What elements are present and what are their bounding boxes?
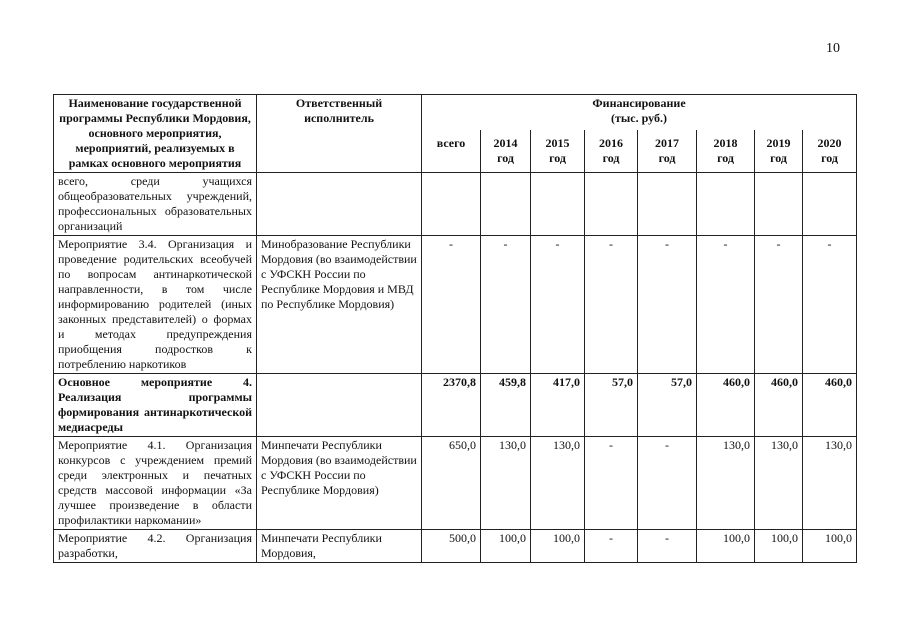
header-year-2018: 2018 год xyxy=(697,130,755,172)
cell-2019: 130,0 xyxy=(755,437,803,530)
cell-2017: - xyxy=(638,530,697,563)
cell-2014: 130,0 xyxy=(481,437,531,530)
cell-2019 xyxy=(755,173,803,236)
cell-2017: - xyxy=(638,236,697,374)
cell-2014: - xyxy=(481,236,531,374)
cell-total: - xyxy=(422,236,481,374)
cell-2018: 460,0 xyxy=(697,374,755,437)
row-executor xyxy=(257,173,422,236)
table-row xyxy=(54,374,857,437)
cell-2016 xyxy=(585,173,638,236)
cell-2016: 57,0 xyxy=(585,374,638,437)
cell-2015: 100,0 xyxy=(531,530,585,563)
row-name: всего, среди учащихся общеобразовательных учреждений, профессиональных образовательных организаций xyxy=(54,173,257,236)
table-row xyxy=(54,236,857,374)
cell-2015: 417,0 xyxy=(531,374,585,437)
row-name: Основное мероприятие 4. Реализация программы формирования антинаркотической медиасреды xyxy=(54,374,257,437)
cell-2019: - xyxy=(755,236,803,374)
cell-2014 xyxy=(481,173,531,236)
table-row xyxy=(54,437,857,530)
cell-total: 500,0 xyxy=(422,530,481,563)
row-name: Мероприятие 3.4. Организация и проведение родительских всеобучей по вопросам антинаркотической направленности, в том числе информированию родителей (иных законных представителей) о формах и методах предупреждения приобщения подростков к потреблению наркотиков xyxy=(54,236,257,374)
cell-total: 650,0 xyxy=(422,437,481,530)
row-executor xyxy=(257,374,422,437)
header-executor-column: Ответственный исполнитель xyxy=(257,95,422,173)
cell-2015: - xyxy=(531,236,585,374)
header-financing xyxy=(422,95,857,131)
cell-2020: 100,0 xyxy=(803,530,857,563)
cell-2020: - xyxy=(803,236,857,374)
header-year-2019: 2019 год xyxy=(755,130,803,172)
cell-2018: - xyxy=(697,236,755,374)
cell-2017 xyxy=(638,173,697,236)
cell-2016: - xyxy=(585,437,638,530)
header-name-column: Наименование государственной программы Республики Мордовия, основного мероприятия, мероприятий, реализуемых в рамках основного мероприятия xyxy=(54,95,257,173)
cell-2014: 100,0 xyxy=(481,530,531,563)
cell-2016: - xyxy=(585,236,638,374)
cell-2018: 130,0 xyxy=(697,437,755,530)
row-name: Мероприятие 4.2. Организация разработки, xyxy=(54,530,257,563)
cell-2020: 130,0 xyxy=(803,437,857,530)
cell-total xyxy=(422,173,481,236)
header-year-2014: 2014 год xyxy=(481,130,531,172)
header-financing-units: (тыс. руб.) xyxy=(611,111,667,125)
row-executor: Минпечати Республики Мордовия (во взаимодействии с УФСКН России по Республике Мордовия) xyxy=(257,437,422,530)
cell-total: 2370,8 xyxy=(422,374,481,437)
table-row xyxy=(54,530,857,563)
cell-2015 xyxy=(531,173,585,236)
cell-2016: - xyxy=(585,530,638,563)
header-year-2015: 2015 год xyxy=(531,130,585,172)
header-year-2017: 2017 год xyxy=(638,130,697,172)
row-executor: Минобразование Республики Мордовия (во взаимодействии с УФСКН России по Республике Мордовия и МВД по Республике Мордовия) xyxy=(257,236,422,374)
cell-2019: 460,0 xyxy=(755,374,803,437)
cell-2019: 100,0 xyxy=(755,530,803,563)
page-number: 10 xyxy=(826,41,840,56)
financing-table xyxy=(53,94,857,563)
row-executor: Минпечати Республики Мордовия, xyxy=(257,530,422,563)
cell-2017: 57,0 xyxy=(638,374,697,437)
header-financing-title: Финансирование xyxy=(592,96,686,110)
header-year-total: всего xyxy=(422,130,481,172)
cell-2014: 459,8 xyxy=(481,374,531,437)
cell-2020 xyxy=(803,173,857,236)
cell-2018: 100,0 xyxy=(697,530,755,563)
table-row xyxy=(54,173,857,236)
header-year-2020: 2020 год xyxy=(803,130,857,172)
cell-2018 xyxy=(697,173,755,236)
cell-2015: 130,0 xyxy=(531,437,585,530)
row-name: Мероприятие 4.1. Организация конкурсов с учреждением премий среди электронных и печатных средств массовой информации «За лучшее произведение в области профилактики наркомании» xyxy=(54,437,257,530)
cell-2017: - xyxy=(638,437,697,530)
header-year-2016: 2016 год xyxy=(585,130,638,172)
cell-2020: 460,0 xyxy=(803,374,857,437)
